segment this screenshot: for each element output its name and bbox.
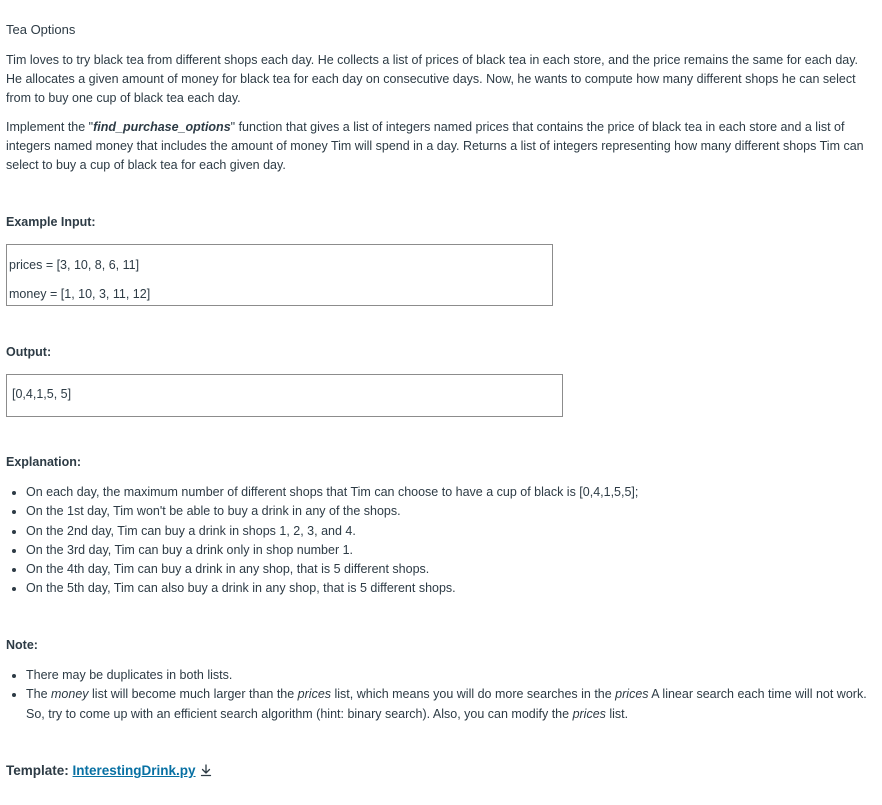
implement-prefix: Implement the " <box>6 120 94 134</box>
list-item: On the 3rd day, Tim can buy a drink only in shop number 1. <box>6 541 876 560</box>
page-title: Tea Options <box>6 22 76 37</box>
function-name: find_purchase_options <box>93 120 231 134</box>
example-input-label: Example Input: <box>6 215 96 229</box>
prices-line: prices = [3, 10, 8, 6, 11] <box>9 258 140 272</box>
list-item: There may be duplicates in both lists. <box>6 666 876 685</box>
output-box <box>6 374 563 417</box>
list-item: On the 5th day, Tim can also buy a drink in any shop, that is 5 different shops. <box>6 579 876 598</box>
intro-paragraph: Tim loves to try black tea from different shops each day. He collects a list of prices of black tea in each store, and the price remains the same for each day. He allocates a given amount of money for black tea for each day on consecutive days. Now, he wants to compute how many different shops he can select from to buy one cup of black tea each day. <box>6 53 859 105</box>
output-label: Output: <box>6 345 52 359</box>
note-text: A linear search each time will not work. So, try to come up with an efficient search algorithm (hint: binary search). Also, you can modify the <box>26 687 867 721</box>
list-item: On the 2nd day, Tim can buy a drink in shops 1, 2, 3, and 4. <box>6 522 876 541</box>
implement-suffix: " function that gives a list of integers named prices that contains the price of black tea in each store and a list of integers named money that includes the amount of money Tim will spend in a day. Returns a list of integers representing how many different shops Tim can select to buy a cup of black tea for each given day. <box>6 120 864 172</box>
note-label: Note: <box>6 638 38 652</box>
list-item <box>6 685 876 724</box>
explanation-label: Explanation: <box>6 455 82 469</box>
explanation-list <box>6 483 876 599</box>
note-emphasis: money <box>51 687 89 702</box>
download-icon[interactable] <box>200 764 212 780</box>
note-emphasis: prices <box>297 687 332 702</box>
note-text: list, which means you will do more searches in the <box>331 687 616 702</box>
implement-paragraph <box>6 118 872 175</box>
output-value: [0,4,1,5, 5] <box>12 387 72 401</box>
note-text: list. <box>605 706 629 721</box>
template-row <box>6 763 212 780</box>
list-item: On the 1st day, Tim won't be able to buy a drink in any of the shops. <box>6 502 876 521</box>
note-text: The <box>26 687 52 702</box>
note-list <box>6 666 876 724</box>
template-file-link[interactable]: InterestingDrink.py <box>72 763 196 778</box>
example-input-box <box>6 244 553 306</box>
note-text: list will become much larger than the <box>88 687 298 702</box>
template-label: Template: <box>6 763 73 778</box>
note-emphasis: prices <box>615 687 649 702</box>
money-line: money = [1, 10, 3, 11, 12] <box>9 287 151 301</box>
note-emphasis: prices <box>572 706 606 721</box>
list-item: On each day, the maximum number of different shops that Tim can choose to have a cup of black is [0,4,1,5,5]; <box>6 483 876 502</box>
list-item: On the 4th day, Tim can buy a drink in any shop, that is 5 different shops. <box>6 560 876 579</box>
